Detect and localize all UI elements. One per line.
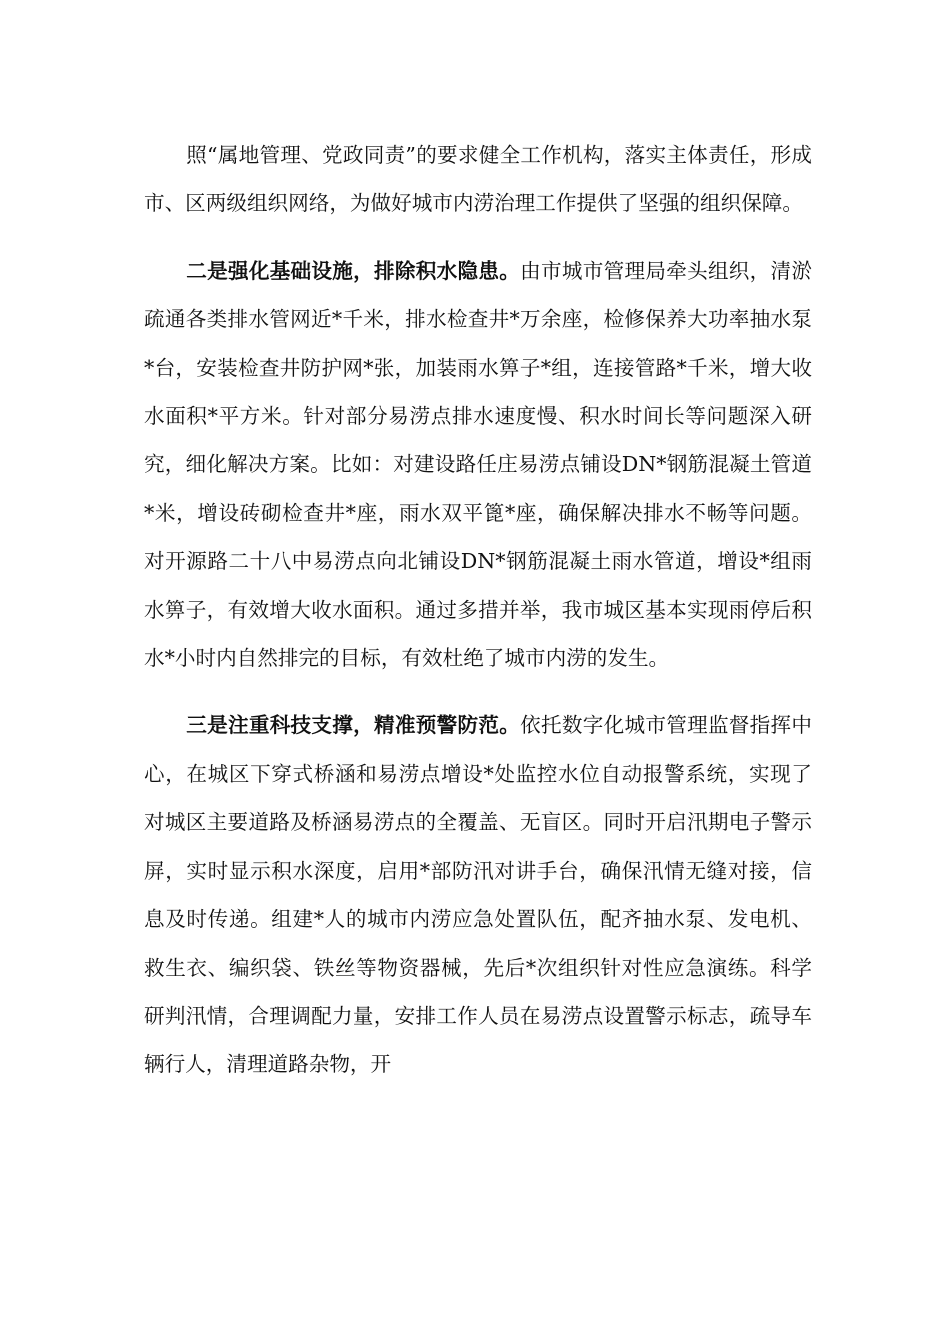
paragraph-organization [144, 131, 812, 228]
paragraph-lead: 二是强化基础设施，排除积水隐患。 [186, 258, 521, 283]
paragraph-text: 由市城市管理局牵头组织，清淤疏通各类排水管网近*千米，排水检查井*万余座，检修保养大功率抽水泵*台，安装检查井防护网*张，加装雨水箅子*组，连接管路*千米，增大收水面积*平方米。针对部分易涝点排水速度慢、积水时间长等问题深入研究，细化解决方案。比如：对建设路任庄易涝点铺设DN*钢筋混凝土管道*米，增设砖砌检查井*座，雨水双平篦*座，确保解决排水不畅等问题。对开源路二十八中易涝点向北铺设DN*钢筋混凝土雨水管道，增设*组雨水箅子，有效增大收水面积。通过多措并举，我市城区基本实现雨停后积水*小时内自然排完的目标，有效杜绝了城市内涝的发生。 [144, 258, 813, 671]
paragraph-lead: 三是注重科技支撑，精准预警防范。 [186, 713, 521, 738]
paragraph-technology [144, 701, 812, 1088]
paragraph-infrastructure [144, 247, 812, 683]
paragraph-text: 照“属地管理、党政同责”的要求健全工作机构，落实主体责任，形成市、区两级组织网络，为做好城市内涝治理工作提供了坚强的组织保障。 [144, 143, 812, 216]
paragraph-text: 依托数字化城市管理监督指挥中心，在城区下穿式桥涵和易涝点增设*处监控水位自动报警系统，实现了对城区主要道路及桥涵易涝点的全覆盖、无盲区。同时开启汛期电子警示屏，实时显示积水深度，启用*部防汛对讲手台，确保汛情无缝对接，信息及时传递。组建*人的城市内涝应急处置队伍，配齐抽水泵、发电机、救生衣、编织袋、铁丝等物资器械，先后*次组织针对性应急演练。科学研判汛情，合理调配力量，安排工作人员在易涝点设置警示标志，疏导车辆行人，清理道路杂物，开 [144, 713, 813, 1077]
document-body [144, 131, 812, 1089]
